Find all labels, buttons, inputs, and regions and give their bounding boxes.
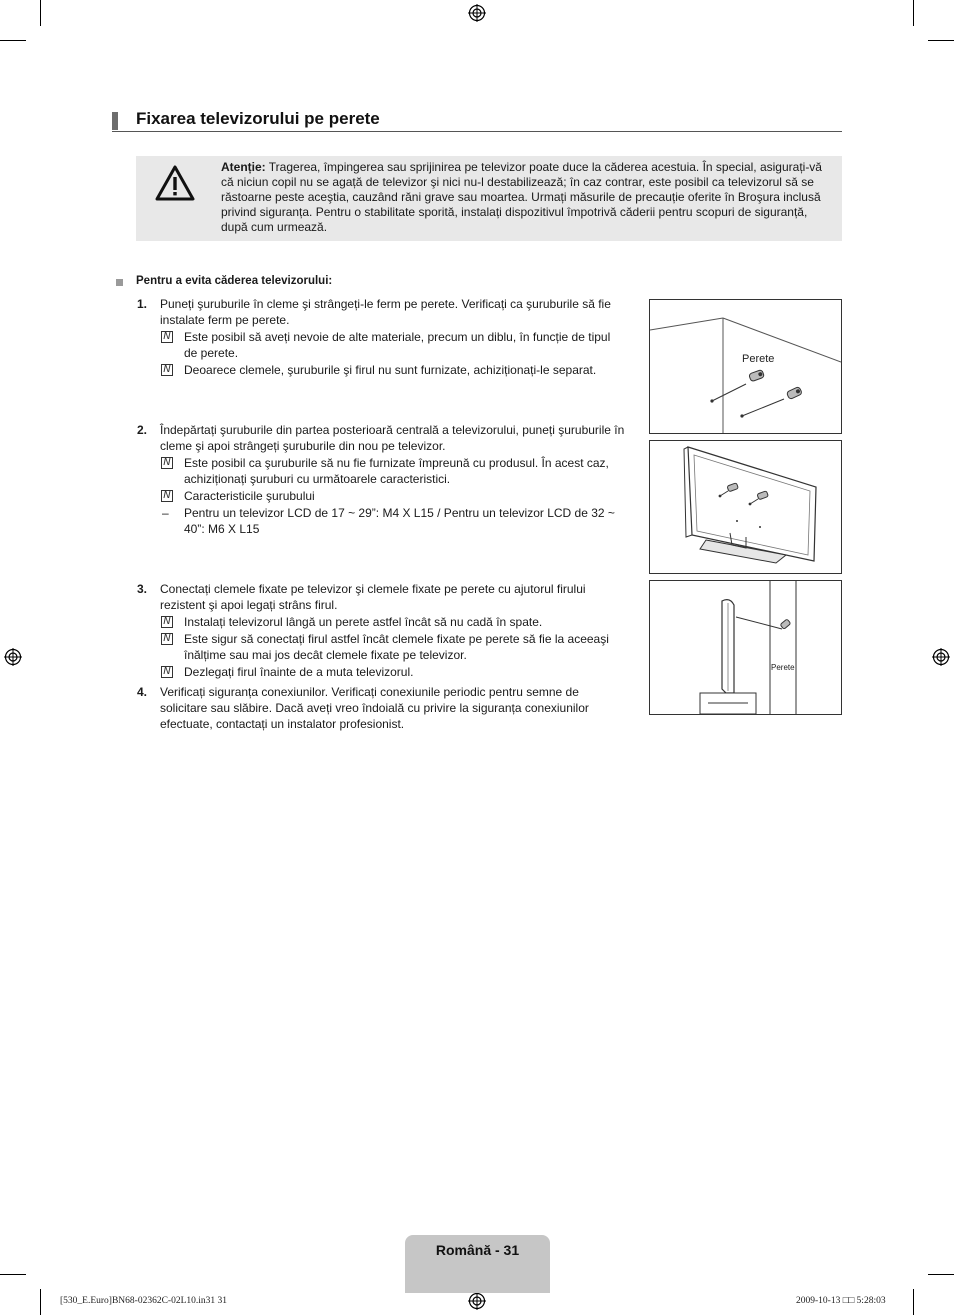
note-icon: N [161,331,173,343]
note-line: Deoarece clemele, şuruburile şi firul nu sunt furnizate, achiziționați-le separat. [184,363,597,377]
step-number: 2. [137,423,148,437]
square-bullet-icon [116,279,123,286]
step-number: 1. [137,297,148,311]
spec-line: Pentru un televizor LCD de 17 ~ 29”: M4 X L15 / Pentru un televizor LCD de 32 ~ [184,506,615,520]
step-line: cleme şi apoi strângeți şuruburile din nou pe televizor. [160,439,446,453]
spec-text [184,505,615,537]
step-text [160,581,586,613]
note-text [184,488,315,504]
step-text [160,684,589,732]
step-number: 4. [137,685,148,699]
caution-line: că niciun copil nu se agață de televizor şi nici nu-l destabilizează; în caz contrar, este posibil ca televizorul să se [221,175,814,189]
warning-triangle-icon [155,165,195,201]
note-line: Este posibil să aveți nevoie de alte materiale, precum un diblu, în funcție de tipul [184,330,611,344]
note-text [184,455,609,487]
crop-mark [40,1289,41,1315]
note-icon: N [161,457,173,469]
note-text [184,664,413,680]
caution-text [221,160,835,235]
note-icon: N [161,364,173,376]
title-underline [112,131,842,132]
crop-mark [928,1274,954,1275]
step-line: rezistent şi apoi legați strâns firul. [160,598,338,612]
registration-mark-icon [932,648,950,666]
caution-line: Tragerea, împingerea sau sprijinirea pe televizor poate duce la căderea acestuia. În special, asigurați-vă [265,160,822,174]
note-icon: N [161,633,173,645]
wall-clamps-illustration [650,300,841,433]
subheading: Pentru a evita căderea televizorului: [136,275,333,287]
wall-label: Perete [742,353,775,365]
note-line: achiziționați şuruburi cu următoarele caracteristici. [184,472,451,486]
print-timestamp: 2009-10-13 □□ 5:28:03 [796,1296,886,1306]
registration-mark-icon [468,1292,486,1310]
file-info: [530_E.Euro]BN68-02362C-02L10.in31 31 [60,1296,228,1306]
step-line: efectuate, contactați un instalator profesionist. [160,717,405,731]
crop-mark [40,0,41,26]
crop-mark [0,40,26,41]
spec-line: 40”: M6 X L15 [184,522,260,536]
note-text [184,362,596,378]
note-line: de perete. [184,346,239,360]
note-line: Este posibil ca şuruburile să nu fie furnizate împreună cu produsul. În acest caz, [184,456,609,470]
crop-mark [913,0,914,26]
note-text [184,329,610,361]
side-view-illustration [650,581,841,714]
step-line: Verificați siguranța conexiunilor. Verificați conexiunile periodic pentru semne de [160,685,579,699]
step-text [160,296,611,328]
caution-line: răstoarne peste aceştia, cauzând răni grave sau moartea. Urmați măsurile de precauție oferite în Broşura inclusă [221,190,821,204]
dash-bullet: – [162,506,169,520]
note-icon: N [161,666,173,678]
page-title: Fixarea televizorului pe perete [136,109,380,128]
note-line: Instalați televizorul lângă un perete astfel încât să nu cadă în spate. [184,615,543,629]
figure-side-view [649,580,842,715]
note-line: Este sigur să conectați firul astfel încât clemele fixate pe perete să fie la aceeaşi [184,632,609,646]
step-text [160,422,624,454]
caution-line: după cum urmează. [221,220,328,234]
note-text [184,614,542,630]
note-icon: N [161,616,173,628]
figure-tv-rear [649,440,842,574]
step-line: instalate ferm pe perete. [160,313,290,327]
caution-label: Atenție: [221,160,266,174]
note-icon: N [161,490,173,502]
title-marker [112,112,118,130]
registration-mark-icon [4,648,22,666]
step-line: Îndepărtați şuruburile din partea posterioară centrală a televizorului, puneți şuruburile în [160,423,625,437]
step-number: 3. [137,582,148,596]
note-line: Caracteristicile şurubului [184,489,315,503]
tv-rear-illustration [650,441,841,573]
registration-mark-icon [468,4,486,22]
crop-mark [913,1289,914,1315]
page-number: Română - 31 [435,1242,520,1258]
crop-mark [0,1274,26,1275]
figure-wall-clamps [649,299,842,434]
crop-mark [928,40,954,41]
wall-label: Perete [771,663,795,672]
caution-line: privind siguranța. Pentru o stabilitate sporită, instalați dispozitivul împotrivă căderii pentru scopuri de siguranță, [221,205,808,219]
step-line: solicitare sau slăbire. Dacă aveți vreo îndoială cu privire la siguranța conexiunilor [160,701,589,715]
step-line: Puneți şuruburile în cleme şi strângeți-le ferm pe perete. Verificați ca şuruburile să fie [160,297,611,311]
step-line: Conectați clemele fixate pe televizor şi clemele fixate pe perete cu ajutorul firului [160,582,586,596]
note-line: înălțime sau mai jos decât clemele fixate pe televizor. [184,648,467,662]
note-text [184,631,609,663]
note-line: Dezlegați firul înainte de a muta televizorul. [184,665,414,679]
